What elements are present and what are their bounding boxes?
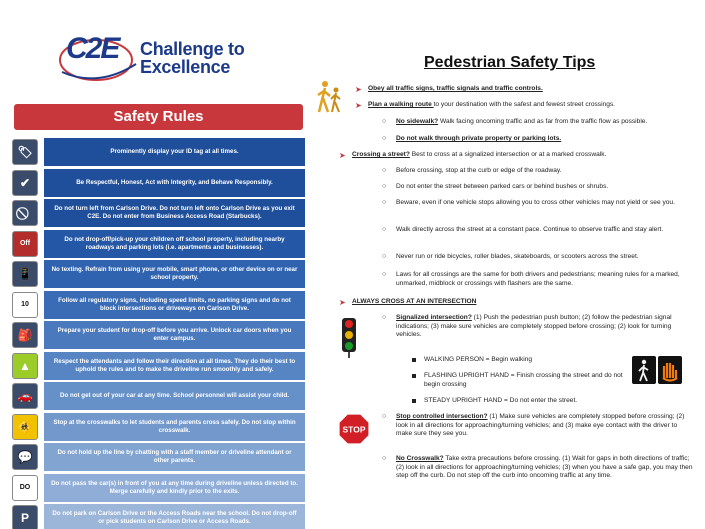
tip-stop-curb: Before crossing, stop at the curb or edge of the roadway.	[396, 167, 562, 174]
backpack-icon: 🎒	[12, 322, 38, 348]
safety-rule-text: Do not turn left from Carlson Drive. Do not turn left onto Carlson Drive as you exit C2E. Do not enter from Business Access Road (Starbucks).	[44, 199, 305, 227]
circle-bullet-icon: ○	[382, 135, 387, 142]
safety-rule-item	[12, 443, 305, 471]
tip-private-property: Do not walk through private property or parking lots.	[396, 135, 562, 142]
safety-rule-text: Do not drop-off/pick-up your children off school property, including nearby roadways and parking lots (i.e. apartments and businesses).	[44, 230, 305, 258]
tip-stop-controlled-lead: Stop controlled intersection?	[396, 413, 488, 420]
safety-rule-item	[12, 504, 305, 529]
respect-icon: ✔	[12, 170, 38, 196]
bullet-icon: ➤	[355, 85, 362, 94]
page-title: Pedestrian Safety Tips	[424, 54, 596, 71]
signal-steady-hand: STEADY UPRIGHT HAND = Do not enter the street.	[424, 397, 578, 404]
speed-limit-icon: 10	[12, 292, 38, 318]
circle-bullet-icon: ○	[382, 183, 387, 190]
tip-no-sidewalk	[396, 118, 696, 127]
c2e-logo	[58, 30, 258, 90]
safety-rule-item	[12, 352, 305, 380]
circle-bullet-icon: ○	[382, 271, 387, 278]
safety-rule-item	[12, 291, 305, 319]
tip-crossing-street-body: Best to cross at a signalized intersection or at a marked crosswalk.	[409, 151, 607, 158]
tip-laws: Laws for all crossings are the same for both drivers and pedestrians; meaning rules for a marked, unmarked, midblock or crossings with flashers are the same.	[396, 271, 680, 287]
circle-bullet-icon: ○	[382, 118, 387, 125]
pedestrian-signal-icon	[632, 356, 682, 384]
no-turn-icon	[12, 200, 38, 226]
traffic-light-icon	[338, 318, 360, 358]
logo-mark: C2E	[66, 32, 119, 65]
logo-line1: Challenge to	[140, 39, 245, 59]
circle-bullet-icon: ○	[382, 226, 387, 233]
safety-rule-text: No texting. Refrain from using your mobile, smart phone, or other device on or near school property.	[44, 260, 305, 288]
tip-always-intersection: ALWAYS CROSS AT AN INTERSECTION	[352, 298, 477, 305]
signal-flashing-hand: FLASHING UPRIGHT HAND = Finish crossing the street and do not begin crossing	[424, 372, 623, 388]
safety-rule-item	[12, 474, 305, 502]
safety-rule-text: Do not pass the car(s) in front of you at any time during driveline unless directed to. Merge carefully and kindly prior to the exits.	[44, 474, 305, 502]
tip-signalized-body: (1) Push the pedestrian push button; (2) follow the pedestrian signal indications; (3) make sure vehicles are completely stopped before crossing; (2) look for turning vehicles.	[396, 314, 672, 339]
tip-no-sidewalk-lead: No sidewalk?	[396, 118, 439, 125]
safety-rule-item	[12, 413, 305, 441]
logo-line2: Excellence	[140, 57, 231, 77]
tip-stop-controlled	[396, 413, 694, 439]
off-campus-icon: Off	[12, 231, 38, 257]
safety-rule-text: Stop at the crosswalks to let students and parents cross safely. Do not stop within crosswalk.	[44, 413, 305, 441]
vest-icon: ▲	[12, 353, 38, 379]
tip-beware: Beware, even if one vehicle stops allowing you to cross other vehicles may not yield or see you.	[396, 199, 675, 206]
circle-bullet-icon: ○	[382, 199, 387, 206]
stop-sign-text: STOP	[342, 424, 366, 435]
safety-rule-item	[12, 138, 305, 166]
safety-rule-text: Respect the attendants and follow their direction at all times. They do their best to uphold the rules and to make the driveline run smoothly and safely.	[44, 352, 305, 380]
tip-stop-controlled-body: (1) Make sure vehicles are completely stopped before crossing; (2) look in all directions for approaching/turning vehicles; and (3) make eye contact with the driver to make sure they see you.	[396, 413, 685, 438]
bullet-icon: ➤	[339, 151, 346, 160]
no-phone-icon: 📱	[12, 261, 38, 287]
circle-bullet-icon: ○	[382, 253, 387, 260]
tip-no-crosswalk	[396, 455, 694, 481]
tip-no-crosswalk-body: Take extra precautions before crossing. (1) Wait for gaps in both directions of traffic; (2) look in all directions for approaching/turning vehicles; (3) when you have a safe gap, you may then step off the curb. Do not step off the curb into oncoming traffic at any time.	[396, 455, 693, 480]
safety-rule-text: Do not hold up the line by chatting with a staff member or driveline attendant or other parents.	[44, 443, 305, 471]
circle-bullet-icon: ○	[382, 167, 387, 174]
circle-bullet-icon: ○	[382, 413, 387, 420]
circle-bullet-icon: ○	[382, 314, 387, 321]
tip-signalized-lead: Signalized intersection?	[396, 314, 472, 321]
safety-rule-text: Do not get out of your car at any time. School personnel will assist your child.	[44, 382, 305, 410]
safety-rules-header: Safety Rules	[14, 104, 303, 130]
tip-crossing-street	[352, 151, 697, 160]
tip-crossing-street-lead: Crossing a street?	[352, 151, 410, 158]
tip-parked-cars: Do not enter the street between parked cars or behind bushes or shrubs.	[396, 183, 609, 190]
id-tag-icon: 🏷	[12, 139, 38, 165]
safety-rule-item	[12, 321, 305, 349]
tip-never-run: Never run or ride bicycles, roller blades, skateboards, or scooters across the street.	[396, 253, 639, 260]
bullet-icon: ➤	[339, 298, 346, 307]
crosswalk-icon: 🚸	[12, 414, 38, 440]
square-bullet-icon	[412, 399, 416, 403]
safety-rule-text: Follow all regulatory signs, including speed limits, no parking signs and do not block intersections or driveways on Carlson Drive.	[44, 291, 305, 319]
no-exit-car-icon: 🚗	[12, 383, 38, 409]
tip-no-crosswalk-lead: No Crosswalk?	[396, 455, 444, 462]
do-not-pass-icon: DO	[12, 475, 38, 501]
safety-rule-item	[12, 199, 305, 227]
pedestrians-icon	[316, 80, 344, 114]
tip-signalized	[396, 314, 694, 340]
tip-walking-route	[368, 101, 698, 110]
no-parking-icon: P	[12, 505, 38, 529]
square-bullet-icon	[412, 358, 416, 362]
circle-bullet-icon: ○	[382, 455, 387, 462]
safety-rule-text: Prominently display your ID tag at all times.	[44, 138, 305, 166]
no-chat-icon: 💬	[12, 444, 38, 470]
safety-rule-item	[12, 260, 305, 288]
safety-rule-item	[12, 230, 305, 258]
safety-rule-text: Do not park on Carlson Drive or the Access Roads near the school. Do not drop-off or pick students on Carlson Drive or Access Roads.	[44, 504, 305, 529]
safety-rule-text: Prepare your student for drop-off before you arrive. Unlock car doors when you enter campus.	[44, 321, 305, 349]
bullet-icon: ➤	[355, 101, 362, 110]
safety-rule-item	[12, 382, 305, 410]
tip-obey-signs: Obey all traffic signs, traffic signals and traffic controls.	[368, 85, 543, 92]
safety-rule-text: Be Respectful, Honest, Act with Integrity, and Behave Responsibly.	[44, 169, 305, 197]
stop-sign-icon	[338, 413, 370, 445]
square-bullet-icon	[412, 374, 416, 378]
tip-walking-route-body: to your destination with the safest and fewest street crossings.	[433, 101, 616, 108]
tip-constant-pace: Walk directly across the street at a constant pace. Continue to observe traffic and stay alert.	[396, 226, 664, 233]
tip-no-sidewalk-body: Walk facing oncoming traffic and as far from the traffic flow as possible.	[438, 118, 648, 125]
tip-walking-route-lead: Plan a walking route	[368, 101, 434, 108]
safety-rule-item	[12, 169, 305, 197]
signal-walking-person: WALKING PERSON = Begin walking	[424, 356, 533, 363]
